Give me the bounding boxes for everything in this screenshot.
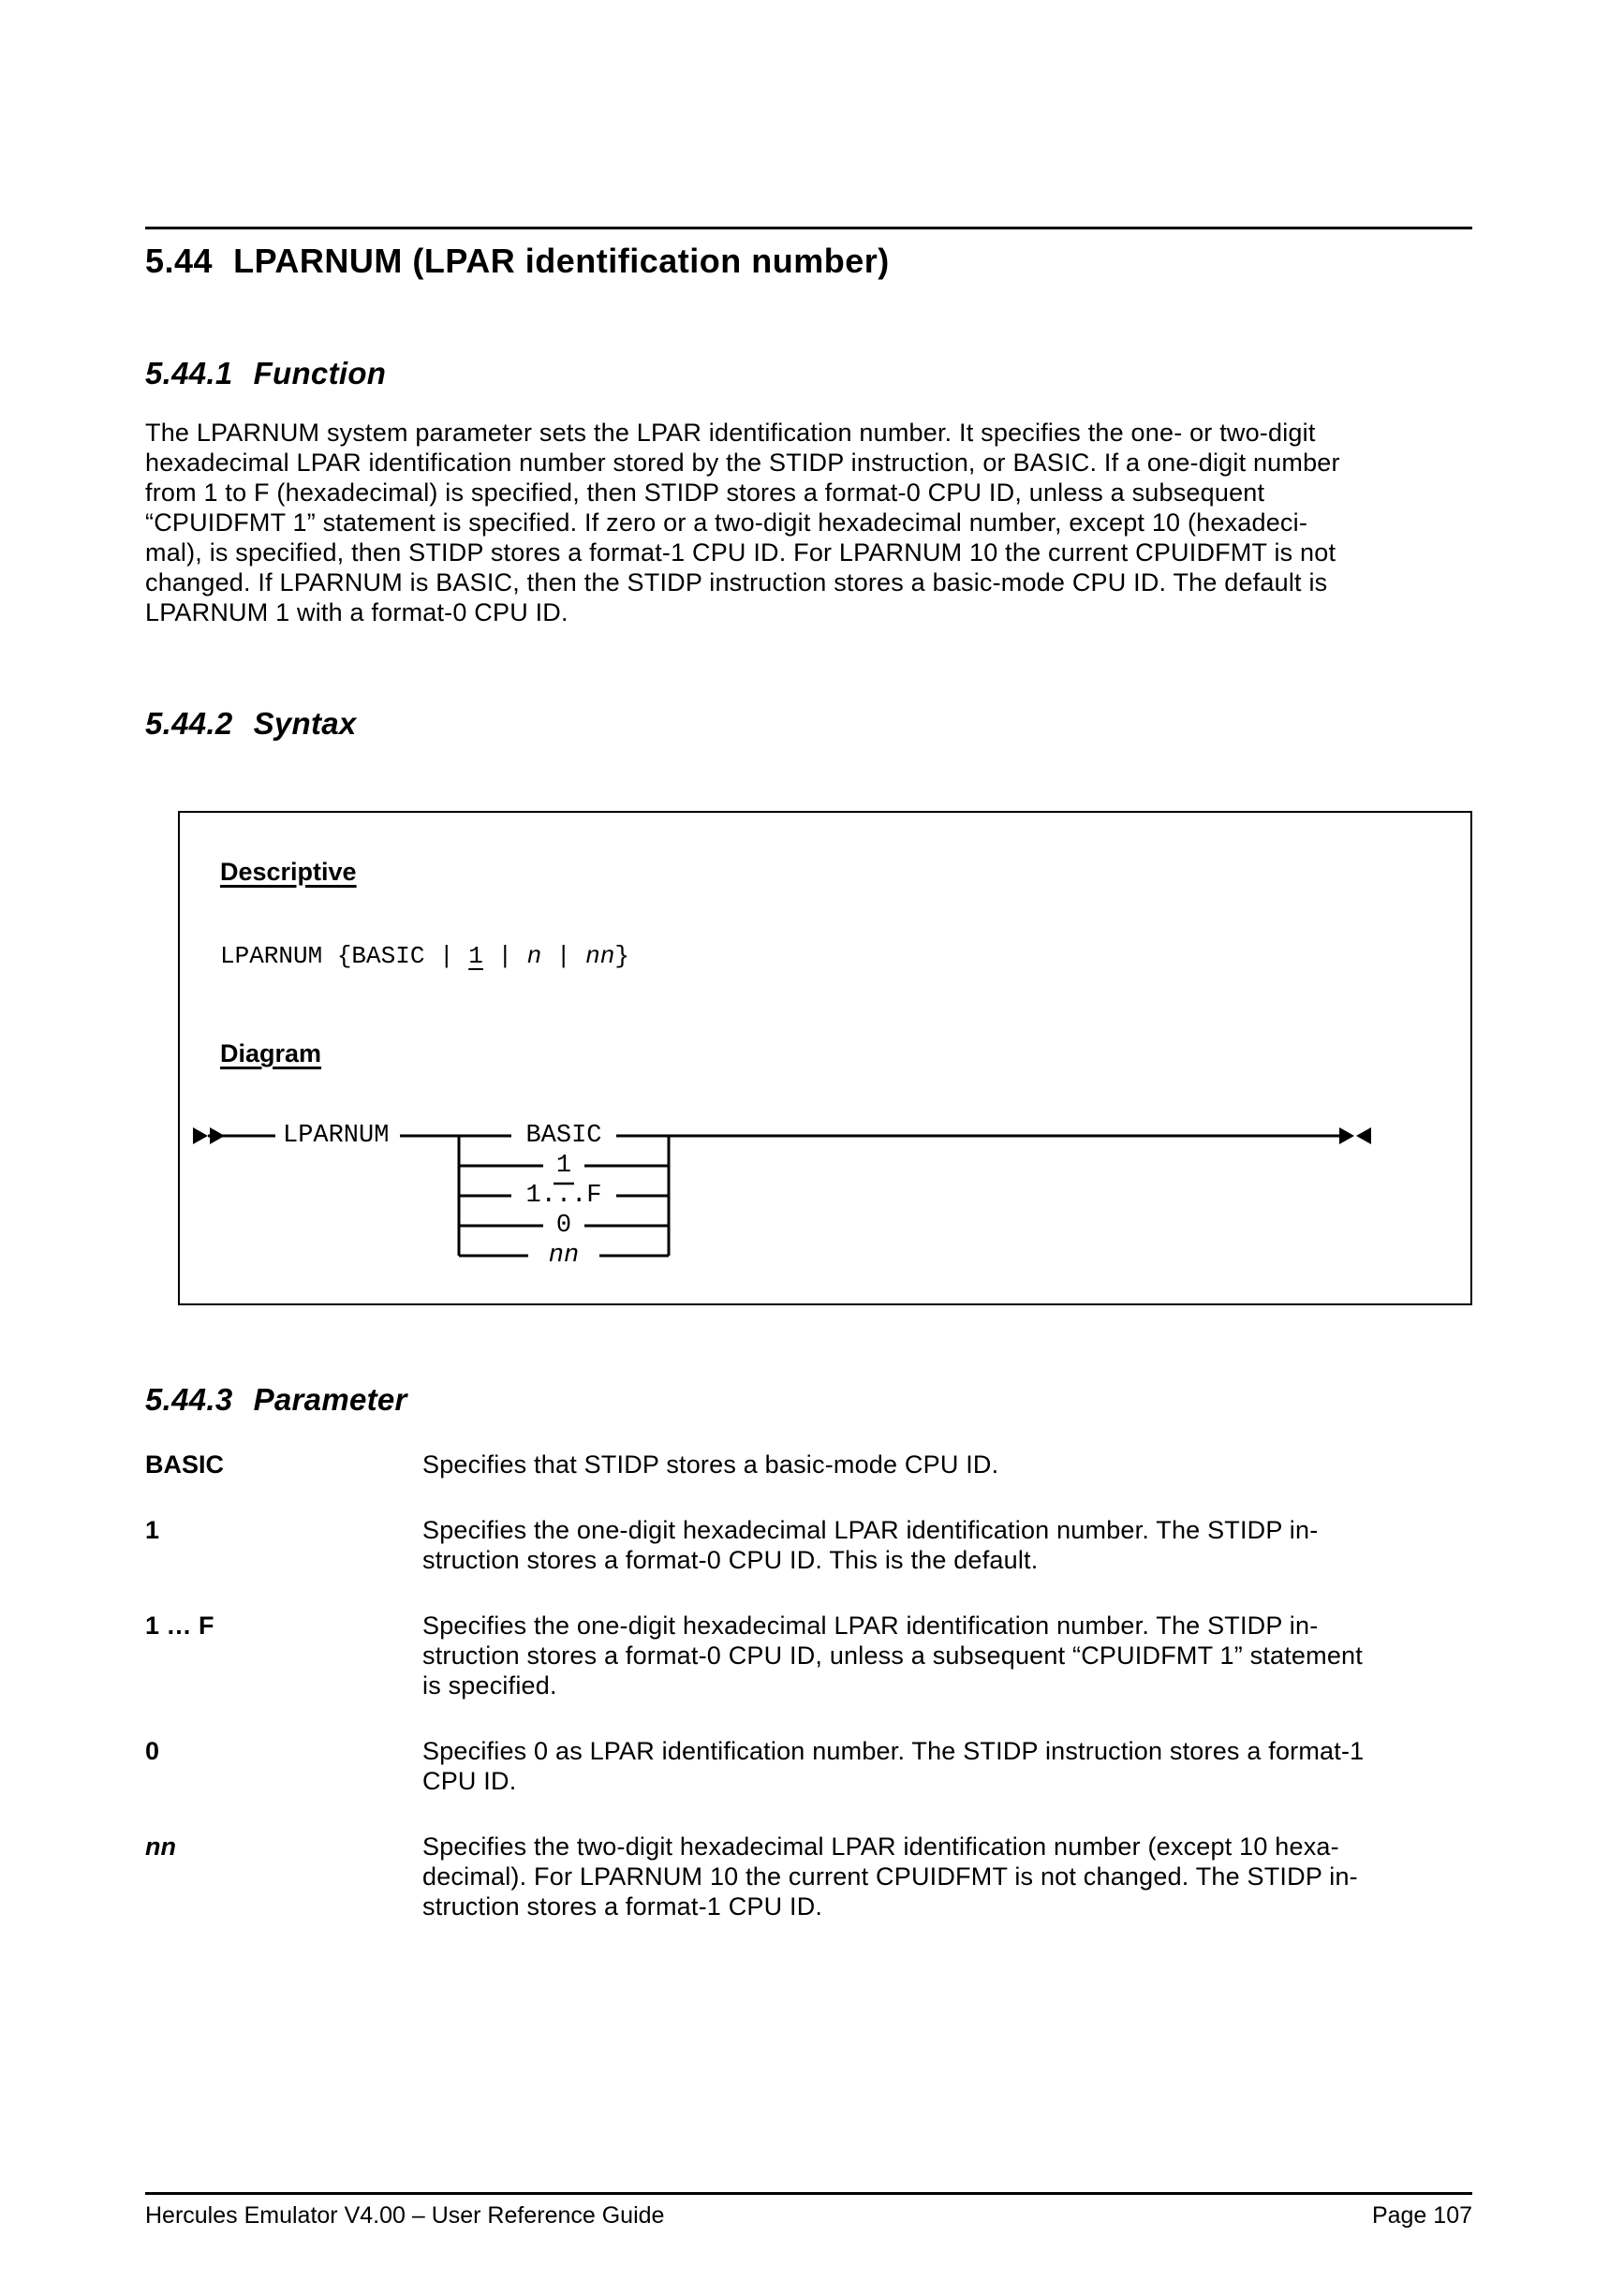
parameter-label: 1 [145,1516,160,1544]
section-heading-parameter [145,1382,407,1418]
parameter-description-line: CPU ID. [422,1767,517,1795]
syntax-statement-prefix: LPARNUM {BASIC | [220,942,469,970]
parameter-label: nn [145,1832,176,1861]
function-paragraph-line: LPARNUM 1 with a format-0 CPU ID. [145,598,568,626]
section-number: 5.44.3 [145,1382,233,1417]
page-title-number: 5.44 [145,242,214,280]
syntax-n: n [526,942,542,970]
railroad-keyword: LPARNUM [283,1122,390,1150]
section-title: Syntax [253,706,357,741]
syntax-default-value: 1 [468,942,483,970]
section-title: Parameter [253,1382,407,1417]
railroad-end-icon [1339,1127,1371,1144]
syntax-close-brace: } [614,942,629,970]
page-footer [145,2202,1472,2230]
function-paragraph-line: The LPARNUM system parameter sets the LPAR identification number. It specifies the one- or two-digit [145,419,1316,447]
railroad-branch-one: 1 [555,1152,572,1180]
parameter-description-line: struction stores a format-0 CPU ID. This is the default. [422,1546,1039,1574]
syntax-box [178,811,1472,1305]
parameter-label: 0 [145,1737,160,1765]
parameter-description-line: is specified. [422,1671,557,1700]
section-number: 5.44.2 [145,706,233,741]
function-paragraph [145,418,1340,627]
function-paragraph-line: from 1 to F (hexadecimal) is specified, then STIDP stores a format-0 CPU ID, unless a subsequent [145,478,1265,507]
function-paragraph-line: hexadecimal LPAR identification number stored by the STIDP instruction, or BASIC. If a one-digit number [145,449,1340,477]
parameter-label: 1 … F [145,1612,214,1640]
function-paragraph-line: mal), is specified, then STIDP stores a format-1 CPU ID. For LPARNUM 10 the current CPUIDFMT is not [145,538,1336,567]
footer-page-number: Page 107 [1371,2202,1472,2229]
railroad-diagram [180,1107,1470,1285]
parameter-description-line: Specifies the one-digit hexadecimal LPAR identification number. The STIDP in- [422,1612,1319,1640]
function-paragraph-line: “CPUIDFMT 1” statement is specified. If zero or a two-digit hexadecimal number, except 10 (hexadeci- [145,508,1308,537]
footer-document-title: Hercules Emulator V4.00 – User Reference Guide [145,2202,665,2229]
syntax-separator: | [541,942,586,970]
syntax-statement [220,942,629,970]
title-rule [145,227,1472,229]
railroad-branch-onef: 1...F [525,1182,602,1210]
parameter-description-line: Specifies that STIDP stores a basic-mode CPU ID. [422,1450,999,1479]
parameter-description [422,1832,1358,1921]
syntax-nn: nn [585,942,615,970]
section-heading-syntax [145,706,357,742]
footer-rule [145,2192,1472,2195]
page-title-text: LPARNUM (LPAR identification number) [233,242,890,280]
syntax-separator: | [482,942,527,970]
parameter-description-line: struction stores a format-1 CPU ID. [422,1892,823,1921]
parameter-description-line: Specifies the one-digit hexadecimal LPAR identification number. The STIDP in- [422,1516,1319,1544]
parameter-description [422,1450,998,1479]
parameter-description-line: Specifies 0 as LPAR identification number. The STIDP instruction stores a format-1 [422,1737,1365,1765]
function-paragraph-line: changed. If LPARNUM is BASIC, then the STIDP instruction stores a basic-mode CPU ID. The default is [145,568,1328,596]
railroad-branch-basic: BASIC [525,1122,602,1150]
descriptive-label: Descriptive [220,858,357,886]
section-heading-function [145,356,386,391]
parameter-description-line: struction stores a format-0 CPU ID, unless a subsequent “CPUIDFMT 1” statement [422,1641,1363,1670]
railroad-branch-nn: nn [548,1242,580,1270]
section-number: 5.44.1 [145,356,233,390]
parameter-label: BASIC [145,1450,225,1479]
parameter-description-line: decimal). For LPARNUM 10 the current CPUIDFMT is not changed. The STIDP in- [422,1862,1358,1891]
parameter-description-line: Specifies the two-digit hexadecimal LPAR identification number (except 10 hexa- [422,1832,1339,1861]
section-title: Function [253,356,387,390]
page-title [145,242,890,281]
diagram-label: Diagram [220,1039,322,1067]
parameter-description [422,1515,1318,1575]
railroad-branch-zero: 0 [555,1212,572,1240]
parameter-description [422,1611,1363,1700]
parameter-description [422,1736,1364,1796]
